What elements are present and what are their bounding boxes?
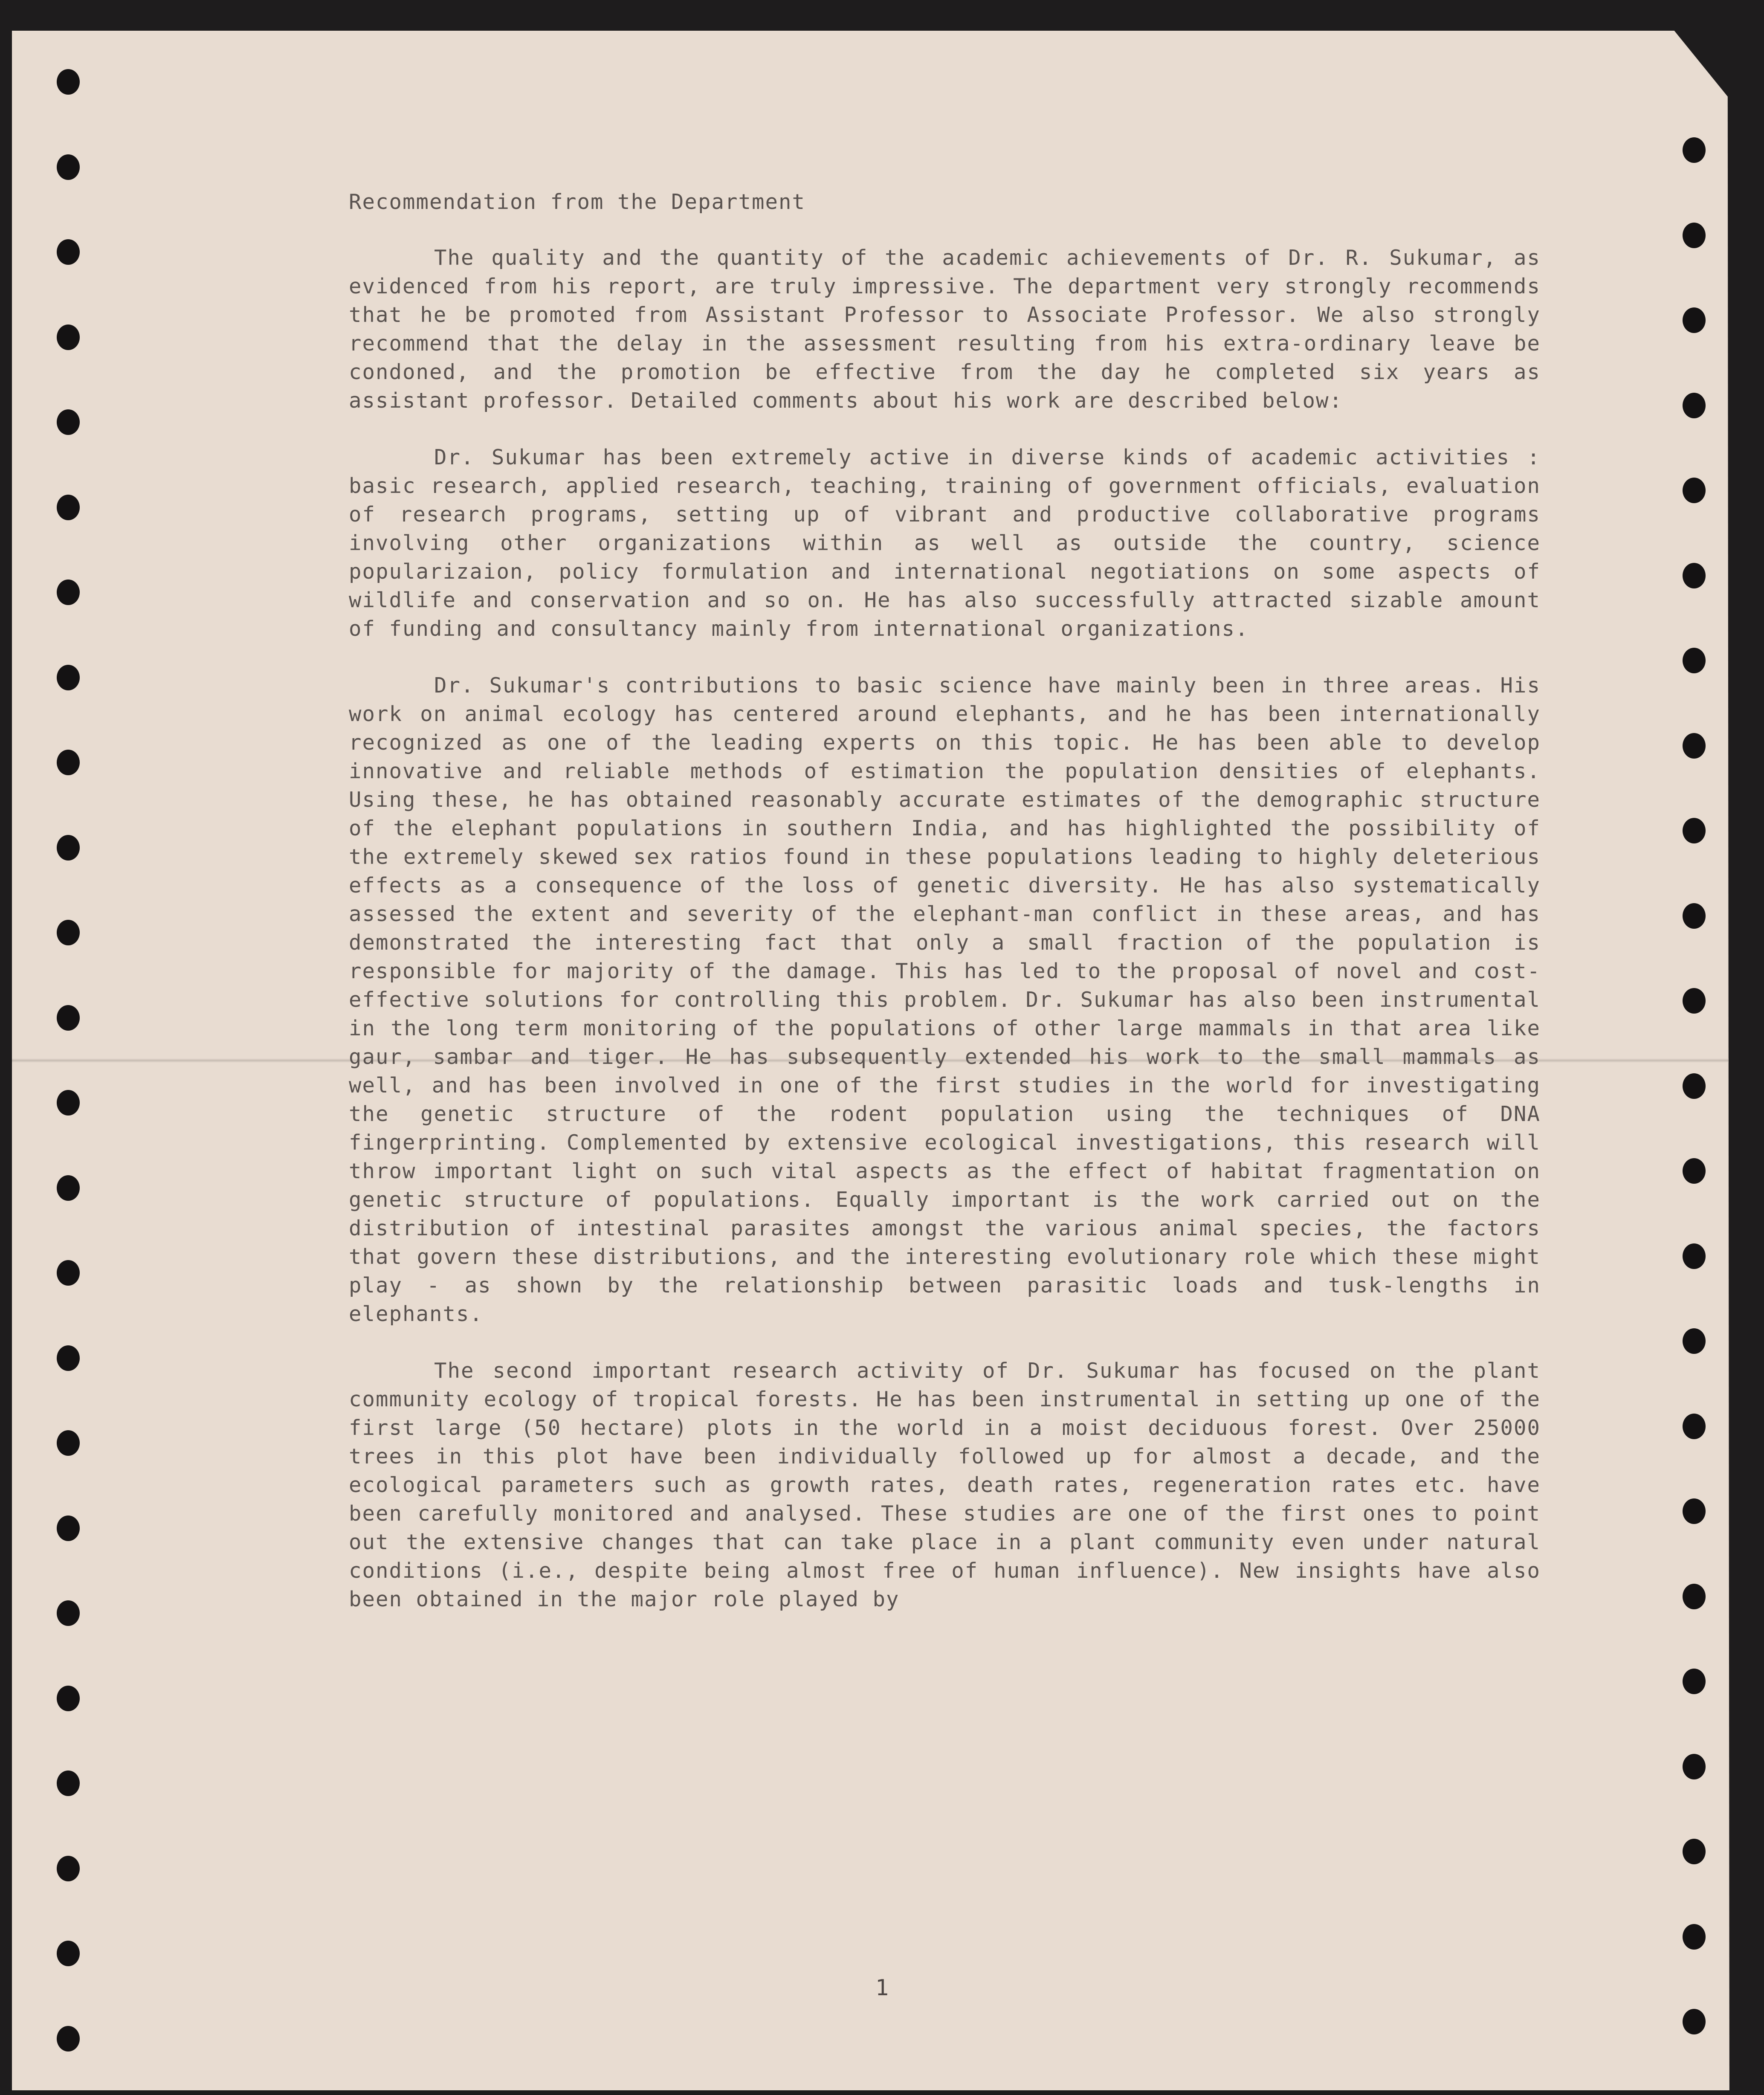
feed-hole — [57, 409, 80, 435]
paragraph-basic-science: Dr. Sukumar's contributions to basic science have mainly been in three areas. His work on animal ecology has centered around elephants, and he has been internationally recognized as one of the leading experts on this topic. He has been able to develop innovative and reliable methods of estimation the population densities of elephants. Using these, he has obtained reasonably accurate estimates of the demographic structure of the elephant populations in southern India, and has highlighted the possibility of the extremely skewed sex ratios found in these populations leading to highly deleterious effects as a consequence of the loss of genetic diversity. He has also systematically assessed the extent and severity of the elephant-man conflict in these areas, and has demonstrated the interesting fact that only a small fraction of the population is responsible for majority of the damage. This has led to the proposal of novel and cost-effective solutions for controlling this problem. Dr. Sukumar has also been instrumental in the long term monitoring of the populations of other large mammals in that area like gaur, sambar and tiger. He has subsequently extended his work to the small mammals as well, and has been involved in one of the first studies in the world for investigating the genetic structure of the rodent population using the techniques of DNA fingerprinting. Complemented by extensive ecological investigations, this research will throw important light on such vital aspects as the effect of habitat fragmentation on genetic structure of populations. Equally important is the work carried out on the distribution of intestinal parasites amongst the various animal species, the factors that govern these distributions, and the interesting evolutionary role which these might play - as shown by the relationship between parasitic loads and tusk-lengths in elephants. — [349, 673, 1541, 1326]
feed-hole — [1683, 1839, 1706, 1864]
feed-hole — [57, 1515, 80, 1541]
feed-hole — [1683, 1328, 1706, 1354]
feed-hole — [1683, 1584, 1706, 1609]
feed-hole — [1683, 818, 1706, 843]
feed-hole — [1683, 478, 1706, 503]
feed-hole — [1683, 1158, 1706, 1184]
feed-hole — [1683, 1243, 1706, 1269]
feed-hole — [1683, 1073, 1706, 1099]
feed-hole — [57, 1430, 80, 1456]
feed-hole — [1683, 307, 1706, 333]
feed-hole — [57, 1941, 80, 1966]
feed-hole — [57, 1856, 80, 1881]
feed-hole — [57, 580, 80, 605]
feed-hole — [57, 1770, 80, 1796]
feed-hole — [57, 1600, 80, 1626]
feed-hole — [57, 1005, 80, 1031]
feed-hole — [1683, 903, 1706, 929]
feed-hole — [1683, 393, 1706, 418]
feed-hole — [1683, 988, 1706, 1014]
feed-hole — [1683, 223, 1706, 248]
feed-hole — [57, 1175, 80, 1201]
feed-hole — [1683, 1414, 1706, 1439]
document-body — [349, 188, 1541, 1642]
feed-hole — [57, 1345, 80, 1371]
paragraph-plant-ecology: The second important research activity of Dr. Sukumar has focused on the plant community ecology of tropical forests. He has been instrumental in setting up one of the first large (50 hectare) plots in the world in a moist deciduous forest. Over 25000 trees in this plot have been individually followed up for almost a decade, and the ecological parameters such as growth rates, death rates, regeneration rates etc. have been carefully monitored and analysed. These studies are one of the first ones to point out the extensive changes that can take place in a plant community even under natural conditions (i.e., despite being almost free of human influence). New insights have also been obtained in the major role played by — [349, 1359, 1541, 1611]
feed-hole — [1683, 733, 1706, 759]
feed-hole — [57, 69, 80, 95]
feed-hole — [57, 665, 80, 690]
feed-hole — [1683, 1924, 1706, 1950]
feed-hole — [57, 920, 80, 945]
feed-hole — [1683, 2009, 1706, 2034]
paragraph-recommendation: The quality and the quantity of the academic achievements of Dr. R. Sukumar, as evidenced from his report, are truly impressive. The department very strongly recommends that he be promoted from Assistant Professor to Associate Professor. We also strongly recommend that the delay in the assessment resulting from his extra-ordinary leave be condoned, and the promotion be effective from the day he completed six years as assistant professor. Detailed comments about his work are described below: — [349, 246, 1541, 413]
page-number: 1 — [875, 1975, 889, 2001]
document-heading: Recommendation from the Department — [349, 190, 806, 214]
feed-hole — [1683, 648, 1706, 673]
paragraph-activities: Dr. Sukumar has been extremely active in diverse kinds of academic activities : basic research, applied research, teaching, training of government officials, evaluation of research programs, setting up of vibrant and productive collaborative programs involving other organizations within as well as outside the country, science popularizaion, policy formulation and international negotiations on some aspects of wildlife and conservation and so on. He has also successfully attracted sizable amount of funding and consultancy mainly from international organizations. — [349, 445, 1541, 641]
feed-hole — [57, 325, 80, 350]
feed-hole — [57, 750, 80, 775]
feed-hole — [1683, 1669, 1706, 1694]
feed-hole — [57, 154, 80, 180]
feed-hole — [57, 1090, 80, 1116]
feed-hole — [57, 495, 80, 520]
feed-hole — [1683, 1498, 1706, 1524]
feed-hole — [57, 2026, 80, 2052]
feed-hole — [57, 1260, 80, 1286]
feed-hole — [57, 239, 80, 265]
feed-hole — [1683, 1754, 1706, 1779]
feed-hole — [1683, 137, 1706, 163]
feed-hole — [57, 835, 80, 861]
feed-hole — [1683, 563, 1706, 588]
feed-hole — [57, 1686, 80, 1711]
